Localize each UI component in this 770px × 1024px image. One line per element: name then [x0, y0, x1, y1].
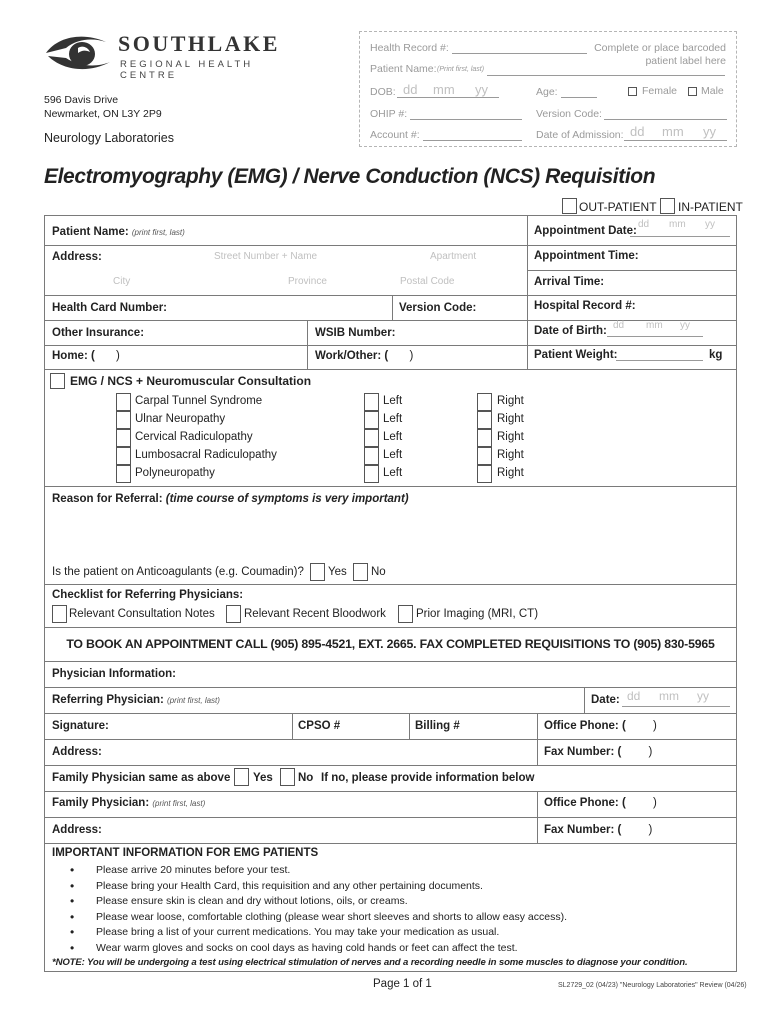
- referring-physician-label: [52, 694, 220, 706]
- logo-subtitle: REGIONAL HEALTH CENTRE: [120, 59, 254, 81]
- lumbosacral-right-checkbox[interactable]: [477, 447, 492, 465]
- family-office-phone-close: ): [652, 797, 657, 809]
- female-checkbox[interactable]: [628, 87, 637, 96]
- family-office-phone-label: [544, 797, 657, 809]
- street-placeholder: Street Number + Name: [214, 251, 318, 262]
- label-dob-dd: dd: [403, 82, 418, 97]
- home-phone-label: [52, 350, 120, 362]
- carpal-tunnel-checkbox[interactable]: [116, 393, 131, 411]
- appointment-time-label: Appointment Time:: [534, 250, 639, 262]
- polyneuropathy-checkbox[interactable]: [116, 465, 131, 483]
- rule: [44, 369, 737, 370]
- family-fax-label: [544, 824, 652, 836]
- referring-physician-hint: (print first, last): [167, 696, 220, 705]
- lumbosacral-right-label: Right: [497, 449, 524, 461]
- appointment-mm: mm: [669, 219, 686, 230]
- female-label: Female: [642, 85, 678, 97]
- rule: [527, 215, 528, 369]
- form-code: SL2729_02 (04/23) "Neurology Laboratories" Review (04/26): [558, 982, 747, 989]
- address-line-1: 596 Davis Drive: [44, 94, 119, 106]
- ulnar-neuropathy-label: Ulnar Neuropathy: [135, 413, 226, 425]
- rule: [584, 687, 585, 713]
- male-label: Male: [701, 85, 724, 97]
- prior-imaging-label: Prior Imaging (MRI, CT): [416, 608, 539, 620]
- important-heading: IMPORTANT INFORMATION FOR EMG PATIENTS: [52, 847, 319, 859]
- label-ohip: OHIP #:: [370, 108, 408, 120]
- rule: [44, 345, 737, 346]
- ulnar-right-checkbox[interactable]: [477, 411, 492, 429]
- polyneuropathy-left-checkbox[interactable]: [364, 465, 379, 483]
- important-item: • Wear warm gloves and socks on cool days as having cold hands or feet can affect the test.: [62, 941, 567, 957]
- logo-name: SOUTHLAKE: [118, 31, 280, 56]
- signature-label: Signature:: [52, 720, 109, 732]
- emg-ncs-checkbox[interactable]: [50, 373, 65, 389]
- rule: [44, 295, 737, 296]
- label-admission-date: Date of Admission:: [536, 129, 624, 141]
- label-version-code: Version Code:: [536, 108, 602, 120]
- ulnar-left-label: Left: [383, 413, 403, 425]
- cervical-left-label: Left: [383, 431, 403, 443]
- appointment-yy: yy: [705, 219, 715, 230]
- arrival-time-label: Arrival Time:: [534, 276, 605, 288]
- label-admission-dd: dd: [630, 124, 645, 139]
- health-card-label: Health Card Number:: [52, 302, 168, 314]
- postal-placeholder: Postal Code: [400, 276, 455, 287]
- rule: [44, 843, 737, 844]
- rule: [44, 627, 737, 628]
- office-phone-close: ): [652, 720, 657, 732]
- label-account: Account #:: [370, 129, 420, 141]
- lumbosacral-left-label: Left: [383, 449, 403, 461]
- family-office-phone-open: Office Phone: (: [544, 797, 626, 809]
- polyneuropathy-left-label: Left: [383, 467, 403, 479]
- lumbosacral-radiculopathy-checkbox[interactable]: [116, 447, 131, 465]
- date-of-birth-label: Date of Birth:: [534, 325, 607, 337]
- label-dob-mm: mm: [433, 82, 455, 97]
- address-line-2: Newmarket, ON L3Y 2P9: [44, 108, 162, 120]
- form-title: Electromyography (EMG) / Nerve Conduction (NCS) Requisition: [44, 165, 656, 188]
- eye-logo-icon: [44, 30, 114, 76]
- home-phone-close: ): [116, 350, 120, 362]
- physician-date-mm: mm: [659, 689, 679, 703]
- address-label: Address:: [52, 251, 102, 263]
- dob-dd: dd: [613, 320, 625, 331]
- label-account-field[interactable]: [423, 140, 522, 141]
- fax-close: ): [648, 746, 653, 758]
- family-fax-open: Fax Number: (: [544, 824, 622, 836]
- physician-date-field[interactable]: [622, 706, 730, 707]
- rule: [392, 295, 393, 320]
- cervical-right-label: Right: [497, 431, 524, 443]
- out-patient-label: OUT-PATIENT: [579, 200, 657, 214]
- consultation-notes-checkbox[interactable]: [52, 605, 67, 623]
- city-placeholder: City: [113, 276, 131, 287]
- wsib-label: WSIB Number:: [315, 327, 396, 339]
- patient-name-text: Patient Name:: [52, 226, 129, 238]
- family-same-yes-checkbox[interactable]: [234, 768, 249, 786]
- date-of-birth-field[interactable]: [607, 336, 703, 337]
- department-name: Neurology Laboratories: [44, 131, 174, 145]
- carpal-tunnel-label: Carpal Tunnel Syndrome: [135, 395, 263, 407]
- label-patient-name-hint: (Print first, last): [437, 66, 485, 73]
- referring-physician-text: Referring Physician:: [52, 694, 164, 706]
- ulnar-neuropathy-checkbox[interactable]: [116, 411, 131, 429]
- apartment-placeholder: Apartment: [430, 251, 477, 262]
- polyneuropathy-right-label: Right: [497, 467, 524, 479]
- family-fax-close: ): [648, 824, 653, 836]
- important-item: • Please arrive 20 minutes before your test.: [62, 863, 567, 879]
- cervical-left-checkbox[interactable]: [364, 429, 379, 447]
- label-version-code-field[interactable]: [604, 119, 727, 120]
- booking-banner: TO BOOK AN APPOINTMENT CALL (905) 895-4521, EXT. 2665. FAX COMPLETED REQUISITIONS TO (905) 830-5965: [66, 637, 715, 651]
- health-record-label: Health Record #:: [370, 42, 449, 54]
- family-same-no-checkbox[interactable]: [280, 768, 295, 786]
- home-phone-open: Home: (: [52, 350, 95, 362]
- prior-imaging-checkbox[interactable]: [398, 605, 413, 623]
- southlake-logo: [44, 30, 294, 80]
- carpal-tunnel-left-label: Left: [383, 395, 403, 407]
- polyneuropathy-label: Polyneuropathy: [135, 467, 215, 479]
- appointment-date-field[interactable]: [630, 236, 730, 237]
- work-phone-close: ): [409, 350, 414, 362]
- rule: [527, 270, 737, 271]
- label-dob-yy: yy: [475, 82, 488, 97]
- page-number: Page 1 of 1: [373, 978, 432, 990]
- family-physician-text: Family Physician:: [52, 797, 150, 809]
- note-text: *NOTE: You will be undergoing a test using electrical stimulation of nerves and a recording needle in some muscles to diagnose your condition.: [52, 957, 688, 968]
- family-same-label: Family Physician same as above: [52, 772, 231, 784]
- anticoagulants-question: Is the patient on Anticoagulants (e.g. Coumadin)?: [52, 566, 304, 578]
- label-patient-name-field[interactable]: [487, 75, 725, 76]
- cpso-label: CPSO #: [298, 720, 341, 732]
- label-admission-mm: mm: [662, 124, 684, 139]
- family-same-yes-label: Yes: [253, 772, 273, 784]
- physician-info-heading: Physician Information:: [52, 668, 176, 680]
- rule: [292, 713, 293, 739]
- rule: [409, 713, 410, 739]
- weight-unit: kg: [709, 349, 723, 361]
- province-placeholder: Province: [288, 276, 327, 287]
- carpal-tunnel-right-label: Right: [497, 395, 524, 407]
- bloodwork-checkbox[interactable]: [226, 605, 241, 623]
- cervical-radiculopathy-checkbox[interactable]: [116, 429, 131, 447]
- patient-name-label: [52, 226, 185, 238]
- billing-label: Billing #: [415, 720, 460, 732]
- label-patient-name: Patient Name:: [370, 63, 437, 75]
- fax-open: Fax Number: (: [544, 746, 622, 758]
- label-age: Age:: [536, 86, 558, 98]
- appointment-dd: dd: [638, 219, 650, 230]
- office-phone-label: [544, 720, 657, 732]
- reason-label: Reason for Referral:: [52, 493, 163, 505]
- emg-ncs-heading: EMG / NCS + Neuromuscular Consultation: [70, 374, 312, 388]
- important-list: [62, 863, 567, 956]
- label-admission-field[interactable]: [624, 140, 727, 141]
- reason-for-referral-field[interactable]: [52, 510, 732, 562]
- reason-for-referral: [52, 493, 409, 505]
- anticoag-yes-label: Yes: [328, 566, 347, 578]
- family-same-no-label: No: [298, 772, 314, 784]
- label-dob: DOB:: [370, 86, 396, 98]
- lumbosacral-left-checkbox[interactable]: [364, 447, 379, 465]
- ulnar-left-checkbox[interactable]: [364, 411, 379, 429]
- carpal-tunnel-left-checkbox[interactable]: [364, 393, 379, 411]
- family-physician-label: [52, 797, 205, 809]
- polyneuropathy-right-checkbox[interactable]: [477, 465, 492, 483]
- hospital-record-label: Hospital Record #:: [534, 300, 636, 312]
- anticoag-yes-checkbox[interactable]: [310, 563, 325, 581]
- barcode-note: [594, 42, 726, 68]
- cervical-right-checkbox[interactable]: [477, 429, 492, 447]
- checklist-heading: Checklist for Referring Physicians:: [52, 589, 244, 601]
- reason-note: (time course of symptoms is very important): [165, 493, 409, 505]
- anticoag-no-label: No: [371, 566, 386, 578]
- anticoag-no-checkbox[interactable]: [353, 563, 368, 581]
- rule: [44, 584, 737, 585]
- physician-date-yy: yy: [697, 689, 709, 703]
- cervical-radiculopathy-label: Cervical Radiculopathy: [135, 431, 253, 443]
- family-physician-hint: (print first, last): [152, 799, 206, 808]
- family-address-label: Address:: [52, 824, 102, 836]
- bloodwork-label: Relevant Recent Bloodwork: [244, 608, 386, 620]
- lumbosacral-radiculopathy-label: Lumbosacral Radiculopathy: [135, 449, 277, 461]
- label-age-field[interactable]: [561, 97, 597, 98]
- label-ohip-field[interactable]: [410, 119, 522, 120]
- rule: [44, 713, 737, 714]
- consultation-notes-label: Relevant Consultation Notes: [69, 608, 215, 620]
- in-patient-checkbox[interactable]: [660, 198, 675, 214]
- health-record-field[interactable]: [452, 53, 587, 54]
- rule: [44, 320, 737, 321]
- rule: [44, 739, 737, 740]
- rule: [44, 791, 737, 792]
- ulnar-right-label: Right: [497, 413, 524, 425]
- label-dob-field[interactable]: [397, 97, 499, 98]
- important-item: • Please bring a list of your current medications. You may take your medication as usual.: [62, 925, 567, 941]
- rule: [44, 661, 737, 662]
- fax-number-label: [544, 746, 652, 758]
- carpal-tunnel-right-checkbox[interactable]: [477, 393, 492, 411]
- rule: [44, 765, 737, 766]
- dob-mm: mm: [646, 320, 663, 331]
- rule: [44, 817, 737, 818]
- patient-name-hint: (print first, last): [131, 228, 185, 237]
- other-insurance-label: Other Insurance:: [52, 327, 145, 339]
- patient-weight-field[interactable]: [616, 360, 703, 361]
- if-no-note: If no, please provide information below: [321, 772, 535, 784]
- work-phone-label: [315, 350, 413, 362]
- physician-date-label: Date:: [591, 694, 620, 706]
- rule: [44, 245, 737, 246]
- male-checkbox[interactable]: [688, 87, 697, 96]
- rule: [44, 687, 737, 688]
- in-patient-label: IN-PATIENT: [678, 200, 743, 214]
- important-item: • Please ensure skin is clean and dry without lotions, oils, or creams.: [62, 894, 567, 910]
- physician-date-dd: dd: [627, 689, 641, 703]
- work-phone-open: Work/Other: (: [315, 350, 389, 362]
- out-patient-checkbox[interactable]: [562, 198, 577, 214]
- rule: [44, 486, 737, 487]
- important-item: • Please wear loose, comfortable clothing (please wear short sleeves and shorts to allow easy access).: [62, 910, 567, 926]
- barcode-note-line-2: patient label here: [645, 55, 726, 67]
- version-code-label: Version Code:: [399, 302, 477, 314]
- office-phone-open: Office Phone: (: [544, 720, 626, 732]
- patient-weight-label: Patient Weight:: [534, 349, 618, 361]
- important-item: • Please bring your Health Card, this requisition and any other pertaining documents.: [62, 879, 567, 895]
- physician-address-label: Address:: [52, 746, 102, 758]
- appointment-date-label: Appointment Date:: [534, 225, 637, 237]
- barcode-note-line-1: Complete or place barcoded: [594, 42, 726, 54]
- rule: [307, 320, 308, 369]
- dob-yy: yy: [680, 320, 690, 331]
- label-admission-yy: yy: [703, 124, 716, 139]
